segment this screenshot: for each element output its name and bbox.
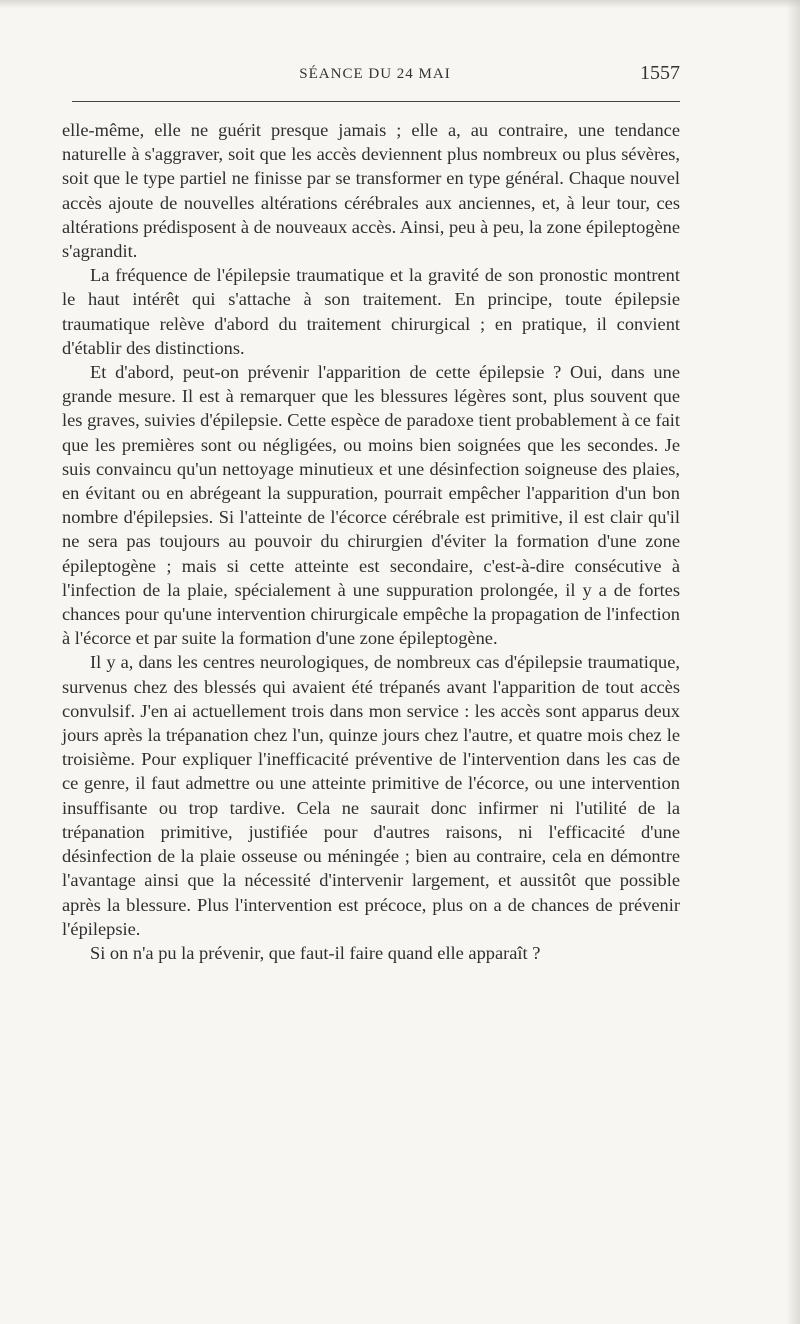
page-number: 1557 (640, 62, 680, 84)
running-title: SÉANCE DU 24 MAI (299, 66, 451, 82)
paragraph: elle-même, elle ne guérit presque jamais ; elle a, au contraire, une tendance naturelle à s'aggraver, soit que les accès deviennent plus nombreux ou plus sévères, soit que le type partiel ne finisse par se transformer en type général. Chaque nouvel accès ajoute de nouvelles altérations cérébrales aux anciennes, et, à leur tour, ces altérations prédisposent à de nouveaux accès. Ainsi, peu à peu, la zone épileptogène s'agrandit. (62, 120, 680, 262)
paragraph: Et d'abord, peut-on prévenir l'apparition de cette épilepsie ? Oui, dans une grande mesure. Il est à remarquer que les blessures légères sont, plus souvent que les graves, suivies d'épilepsie. Cette espèce de paradoxe tient probablement à ce fait que les premières sont ou négligées, ou moins bien soignées que les secondes. Je suis convaincu qu'un nettoyage minutieux et une désinfection soigneuse des plaies, en évitant ou en abrégeant la suppuration, pourrait empêcher l'apparition d'un bon nombre d'épilepsies. Si l'atteinte de l'écorce cérébrale est primitive, il est clair qu'il ne sera pas toujours au pouvoir du chirurgien d'éviter la formation d'une zone épileptogène ; mais si cette atteinte est secondaire, c'est-à-dire consécutive à l'infection de la plaie, spécialement à une suppuration prolongée, il y a de fortes chances pour qu'une intervention chirurgicale empêche la propagation de l'infection à l'écorce et par suite la formation d'une zone épileptogène. (62, 362, 680, 649)
page-header (70, 62, 680, 88)
scan-shadow-right (786, 0, 800, 1324)
body-text (62, 118, 680, 965)
scan-shadow-top (0, 0, 800, 8)
header-rule (72, 101, 680, 102)
paragraph: Il y a, dans les centres neurologiques, de nombreux cas d'épilepsie traumatique, survenus chez des blessés qui avaient été trépanés avant l'apparition de tout accès convulsif. J'en ai actuellement trois dans mon service : les accès sont apparus deux jours après la trépanation chez l'un, quinze jours chez l'autre, et quatre mois chez le troisième. Pour expliquer l'inefficacité préventive de l'intervention dans les cas de ce genre, il faut admettre ou une atteinte primitive de l'écorce, ou une intervention insuffisante ou trop tardive. Cela ne saurait donc infirmer ni l'utilité de la trépanation primitive, justifiée pour d'autres raisons, ni l'efficacité d'une désinfection de la plaie osseuse ou méningée ; bien au contraire, cela en démontre l'avantage ainsi que la nécessité d'intervenir largement, et aussitôt que possible après la blessure. Plus l'intervention est précoce, plus on a de chances de prévenir l'épilepsie. (62, 652, 680, 939)
paragraph: Si on n'a pu la prévenir, que faut-il faire quand elle apparaît ? (90, 942, 541, 963)
paragraph: La fréquence de l'épilepsie traumatique et la gravité de son pronostic montrent le haut intérêt qui s'attache à son traitement. En principe, toute épilepsie traumatique relève d'abord du traitement chirurgical ; en pratique, il convient d'établir des distinctions. (62, 265, 680, 358)
